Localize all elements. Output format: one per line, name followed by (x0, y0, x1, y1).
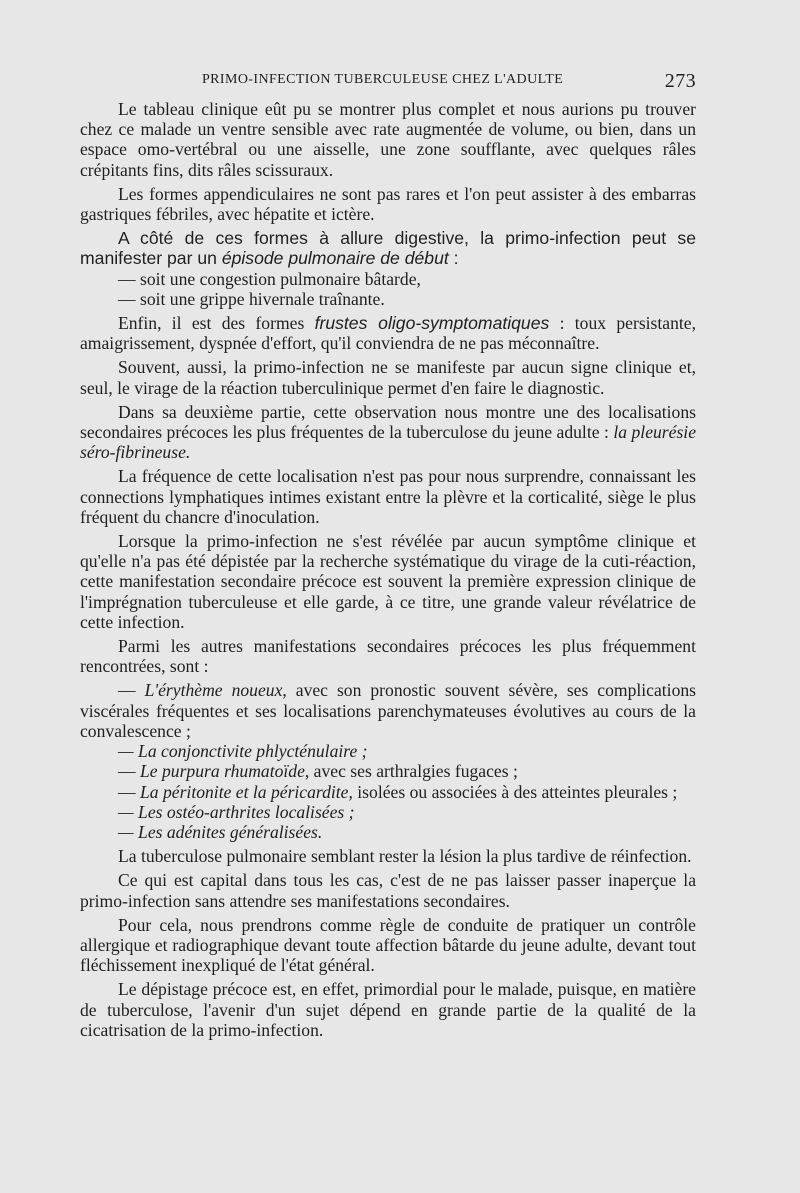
paragraph (80, 402, 696, 463)
list-item (80, 782, 696, 802)
italic-run: épisode pulmonaire de début (221, 248, 449, 269)
running-title: PRIMO-INFECTION TUBERCULEUSE CHEZ L'ADULTE (202, 72, 564, 87)
italic-run: la pleurésie séro-fibrineuse. (80, 422, 697, 463)
paragraph: Souvent, aussi, la primo-infection ne se manifeste par aucun signe clinique et, seul, le virage de la réaction tuberculinique permet d'en faire le diagnostic. (80, 357, 696, 398)
text-run: : toux persistante, amaigrissement, dyspnée d'effort, qu'il conviendra de ne pas méconnaître. (80, 313, 696, 354)
paragraph: Parmi les autres manifestations secondaires précoces les plus fréquemment rencontrées, sont : (80, 636, 696, 677)
paragraph: La tuberculose pulmonaire semblant rester la lésion la plus tardive de réinfection. (118, 846, 692, 867)
list-item: — La conjonctivite phlycténulaire ; (118, 741, 368, 762)
text-run: — (118, 680, 145, 701)
italic-run: L'érythème noueux (144, 680, 283, 701)
paragraph: Le dépistage précoce est, en effet, primordial pour le malade, puisque, en matière de tuberculose, l'avenir d'un sujet dépend en grande partie de la qualité de la cicatrisation de la primo-infection. (80, 979, 696, 1040)
list-item: — Les ostéo-arthrites localisées ; (118, 801, 355, 822)
text-run: A côté de ces formes à allure digestive, la primo-infection peut se manifester par un (80, 228, 696, 269)
list-item (80, 680, 696, 741)
italic-run: La péritonite et la péricardite (140, 781, 349, 802)
paragraph: Ce qui est capital dans tous les cas, c'est de ne pas laisser passer inaperçue la primo-infection sans attendre ses manifestations secondaires. (80, 870, 696, 911)
list-item: — Les adénites généralisées. (118, 821, 323, 842)
paragraph: Les formes appendiculaires ne sont pas rares et l'on peut assister à des embarras gastriques fébriles, avec hépatite et ictère. (80, 183, 696, 225)
list-item (80, 761, 696, 781)
text-run: , avec ses arthralgies fugaces ; (304, 761, 518, 782)
text-run: , isolées ou associées à des atteintes pleurales ; (348, 781, 678, 802)
text-run: Dans sa deuxième partie, cette observation nous montre une des localisations secondaires précoces les plus fréquentes de la tuberculose du jeune adulte : (80, 401, 696, 443)
text-run: — (118, 781, 140, 802)
paragraph: Le tableau clinique eût pu se montrer plus complet et nous aurions pu trouver chez ce malade un ventre sensible avec rate augmentée de volume, ou bien, dans un espace omo-vertébral ou une aisselle, une zone soufflante, avec quelques râles crépitants fins, dits râles scissuraux. (80, 99, 696, 180)
page-body (80, 99, 696, 1044)
paragraph: La fréquence de cette localisation n'est pas pour nous surprendre, connaissant les connections lymphatiques intimes existant entre la plèvre et la corticalité, siège le plus fréquent du chancre d'inoculation. (80, 466, 696, 527)
italic-run: Le purpura rhumatoïde (140, 761, 305, 782)
paragraph: Lorsque la primo-infection ne s'est révélée par aucun symptôme clinique et qu'elle n'a pas été dépistée par la recherche systématique du virage de la cuti-réaction, cette manifestation secondaire précoce est souvent la première expression clinique de l'imprégnation tuberculeuse et elle garde, à ce titre, une grande valeur révélatrice de cette infection. (80, 531, 696, 632)
paragraph (80, 313, 696, 353)
paragraph: Pour cela, nous prendrons comme règle de conduite de pratiquer un contrôle allergique et radiographique devant toute affection bâtarde du jeune adulte, devant tout fléchissement inexpliqué de l'état général. (80, 914, 696, 976)
list-item: — soit une congestion pulmonaire bâtarde, (118, 268, 421, 289)
page-number: 273 (664, 70, 696, 92)
paragraph (80, 228, 696, 268)
text-run: Enfin, il est des formes (118, 313, 315, 334)
text-run: — (118, 761, 140, 782)
text-run: , avec son pronostic souvent sévère, ses complications viscérales fréquentes et ses localisations parenchymateuses évolutives au cours de la convalescence ; (80, 680, 697, 741)
list-item: — soit une grippe hivernale traînante. (118, 288, 385, 309)
text-run: : (448, 248, 459, 269)
italic-run: frustes oligo-symptomatiques (314, 313, 550, 334)
